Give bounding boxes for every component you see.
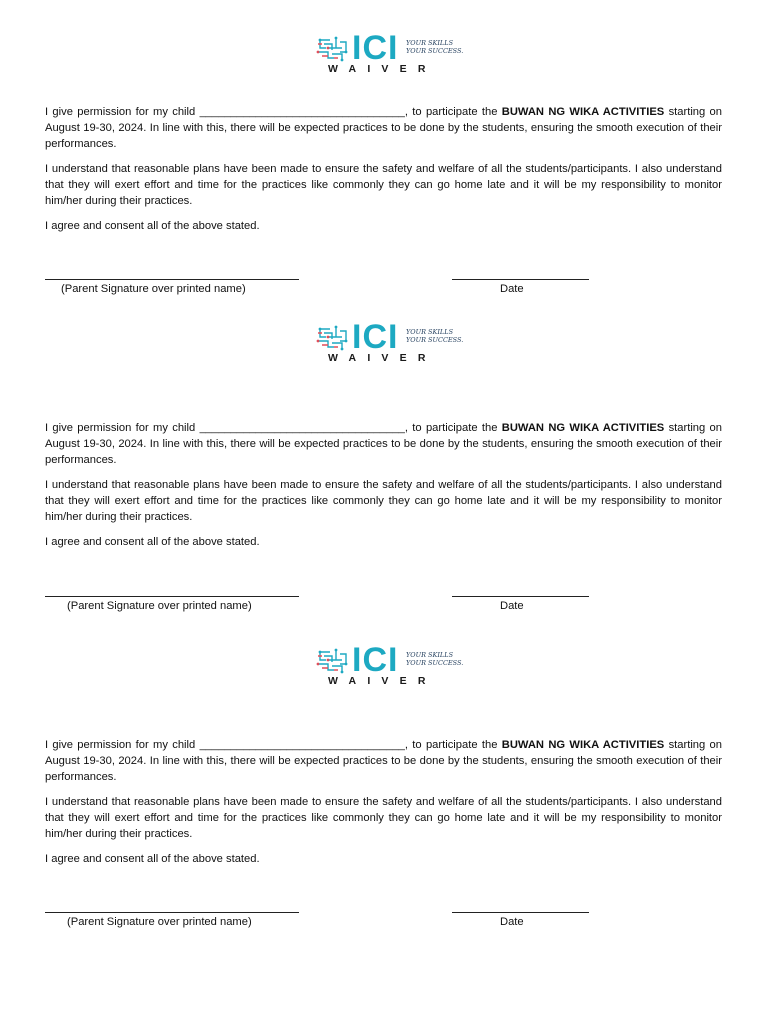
consent-paragraph: I agree and consent all of the above stated. [45, 536, 260, 548]
date-line[interactable] [452, 279, 589, 280]
date-label: Date [500, 283, 524, 295]
permission-text-mid: , to participate the [404, 739, 498, 751]
circuit-brain-icon [314, 34, 350, 64]
safety-paragraph: I understand that reasonable plans have been made to ensure the safety and welfare of all the students/participants. I also understand that they will exert effort and time for the practices like commonly they can go home late and it will be my responsibility to monitor him/her during their practices. [45, 163, 722, 207]
waiver-heading: WAIVER [328, 352, 437, 364]
logo-tagline [406, 328, 466, 344]
circuit-brain-icon [314, 646, 350, 676]
logo-text: ICI [352, 29, 399, 67]
event-name: BUWAN NG WIKA ACTIVITIES [501, 106, 665, 118]
logo-tagline [406, 651, 466, 667]
parent-signature-label: (Parent Signature over printed name) [67, 600, 252, 612]
safety-paragraph: I understand that reasonable plans have been made to ensure the safety and welfare of all the students/participants. I also understand that they will exert effort and time for the practices like commonly they can go home late and it will be my responsibility to monitor him/her during their practices. [45, 479, 722, 523]
parent-signature-label: (Parent Signature over printed name) [67, 916, 252, 928]
tagline-line-2: YOUR SUCCESS. [406, 47, 464, 55]
parent-signature-label: (Parent Signature over printed name) [61, 283, 246, 295]
waiver-body [45, 104, 722, 243]
safety-paragraph: I understand that reasonable plans have been made to ensure the safety and welfare of all the students/participants. I also understand that they will exert effort and time for the practices like commonly they can go home late and it will be my responsibility to monitor him/her during their practices. [45, 796, 722, 840]
permission-text-end: starting on August 19-30, 2024. In line with this, there will be expected practices to be done by the students, ensuring the smooth execution of their performances. [45, 739, 723, 783]
logo-tagline [406, 39, 466, 55]
child-name-blank[interactable]: _________________________________ [199, 739, 405, 751]
waiver-heading: WAIVER [328, 63, 437, 75]
logo-text: ICI [352, 641, 399, 679]
date-line[interactable] [452, 912, 589, 913]
permission-text-start: I give permission for my child [45, 739, 196, 751]
tagline-line-2: YOUR SUCCESS. [406, 336, 464, 344]
tagline-line-1: YOUR SKILLS [406, 328, 454, 336]
child-name-blank[interactable]: _________________________________ [199, 106, 405, 118]
permission-text-start: I give permission for my child [45, 422, 196, 434]
event-name: BUWAN NG WIKA ACTIVITIES [501, 739, 665, 751]
waiver-heading: WAIVER [328, 675, 437, 687]
permission-text-start: I give permission for my child [45, 106, 196, 118]
permission-text-end: starting on August 19-30, 2024. In line with this, there will be expected practices to be done by the students, ensuring the smooth execution of their performances. [45, 106, 723, 150]
waiver-copy-3 [0, 641, 768, 946]
permission-paragraph [45, 737, 722, 785]
waiver-copy-1 [0, 29, 768, 304]
permission-paragraph [45, 420, 722, 468]
event-name: BUWAN NG WIKA ACTIVITIES [501, 422, 665, 434]
waiver-body [45, 420, 722, 559]
parent-signature-line[interactable] [45, 596, 299, 597]
date-label: Date [500, 600, 524, 612]
date-label: Date [500, 916, 524, 928]
date-line[interactable] [452, 596, 589, 597]
tagline-line-2: YOUR SUCCESS. [406, 659, 464, 667]
parent-signature-line[interactable] [45, 279, 299, 280]
permission-text-mid: , to participate the [404, 422, 498, 434]
child-name-blank[interactable]: _________________________________ [199, 422, 405, 434]
waiver-copy-2 [0, 318, 768, 623]
logo-text: ICI [352, 318, 399, 356]
consent-paragraph: I agree and consent all of the above stated. [45, 853, 260, 865]
permission-text-mid: , to participate the [404, 106, 498, 118]
permission-text-end: starting on August 19-30, 2024. In line with this, there will be expected practices to be done by the students, ensuring the smooth execution of their performances. [45, 422, 723, 466]
tagline-line-1: YOUR SKILLS [406, 651, 454, 659]
waiver-body [45, 737, 722, 876]
tagline-line-1: YOUR SKILLS [406, 39, 454, 47]
circuit-brain-icon [314, 323, 350, 353]
consent-paragraph: I agree and consent all of the above stated. [45, 220, 260, 232]
parent-signature-line[interactable] [45, 912, 299, 913]
permission-paragraph [45, 104, 722, 152]
